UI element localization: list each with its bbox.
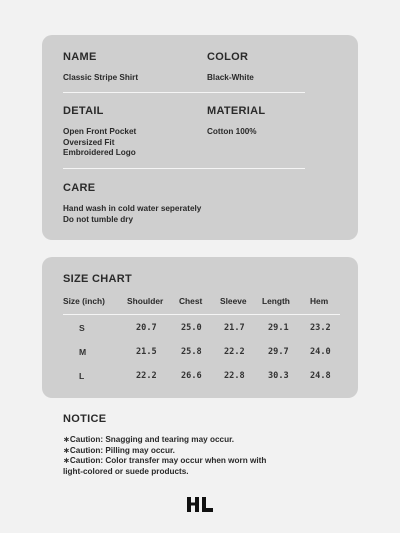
notice-line: ∗Caution: Pilling may occur. <box>63 445 175 455</box>
color-label: COLOR <box>207 51 249 63</box>
name-value: Classic Stripe Shirt <box>63 73 139 82</box>
column-header: Hem <box>310 296 329 306</box>
column-header: Length <box>262 296 290 306</box>
column-header: Chest <box>179 296 203 306</box>
size-label: M <box>79 347 87 357</box>
table-cell: 29.7 <box>268 347 289 357</box>
size-label: L <box>79 371 85 381</box>
detail-line: Oversized Fit <box>63 137 115 147</box>
table-cell: 30.3 <box>268 371 289 381</box>
notice-line: ∗Caution: Snagging and tearing may occur. <box>63 435 235 444</box>
material-label: MATERIAL <box>207 105 266 117</box>
notice-line: light-colored or suede products. <box>63 466 189 476</box>
care-label: CARE <box>63 182 96 194</box>
table-cell: 25.0 <box>181 323 202 333</box>
column-header: Size (inch) <box>63 296 105 306</box>
column-header: Shoulder <box>127 296 164 306</box>
detail-line: Embroidered Logo <box>63 148 136 158</box>
table-cell: 24.0 <box>310 347 331 357</box>
table-cell: 20.7 <box>136 323 157 333</box>
material-value: Cotton 100% <box>207 127 257 136</box>
brand-logo-icon <box>186 496 214 513</box>
table-cell: 21.5 <box>136 347 157 357</box>
table-cell: 21.7 <box>224 323 245 333</box>
table-cell: 23.2 <box>310 323 331 333</box>
size-chart-title: SIZE CHART <box>63 273 132 285</box>
column-header: Sleeve <box>220 296 247 306</box>
table-cell: 24.8 <box>310 371 331 381</box>
product-info-card <box>42 35 358 240</box>
detail-line: Open Front Pocket <box>63 127 137 136</box>
detail-label: DETAIL <box>63 105 104 117</box>
care-line: Do not tumble dry <box>63 214 134 224</box>
care-line: Hand wash in cold water seperately <box>63 204 202 213</box>
table-cell: 25.8 <box>181 347 202 357</box>
divider <box>63 168 305 169</box>
table-cell: 26.6 <box>181 371 202 381</box>
brand-logo-icon <box>186 496 214 513</box>
size-chart-card <box>42 257 358 398</box>
divider <box>63 314 340 315</box>
notice-line: ∗Caution: Color transfer may occur when worn with <box>63 456 267 466</box>
table-cell: 29.1 <box>268 323 289 333</box>
size-label: S <box>79 323 85 333</box>
divider <box>63 92 305 93</box>
color-value: Black-White <box>207 73 254 82</box>
table-cell: 22.8 <box>224 371 245 381</box>
name-label: NAME <box>63 51 97 63</box>
table-cell: 22.2 <box>224 347 245 357</box>
table-cell: 22.2 <box>136 371 157 381</box>
notice-title: NOTICE <box>63 413 107 425</box>
